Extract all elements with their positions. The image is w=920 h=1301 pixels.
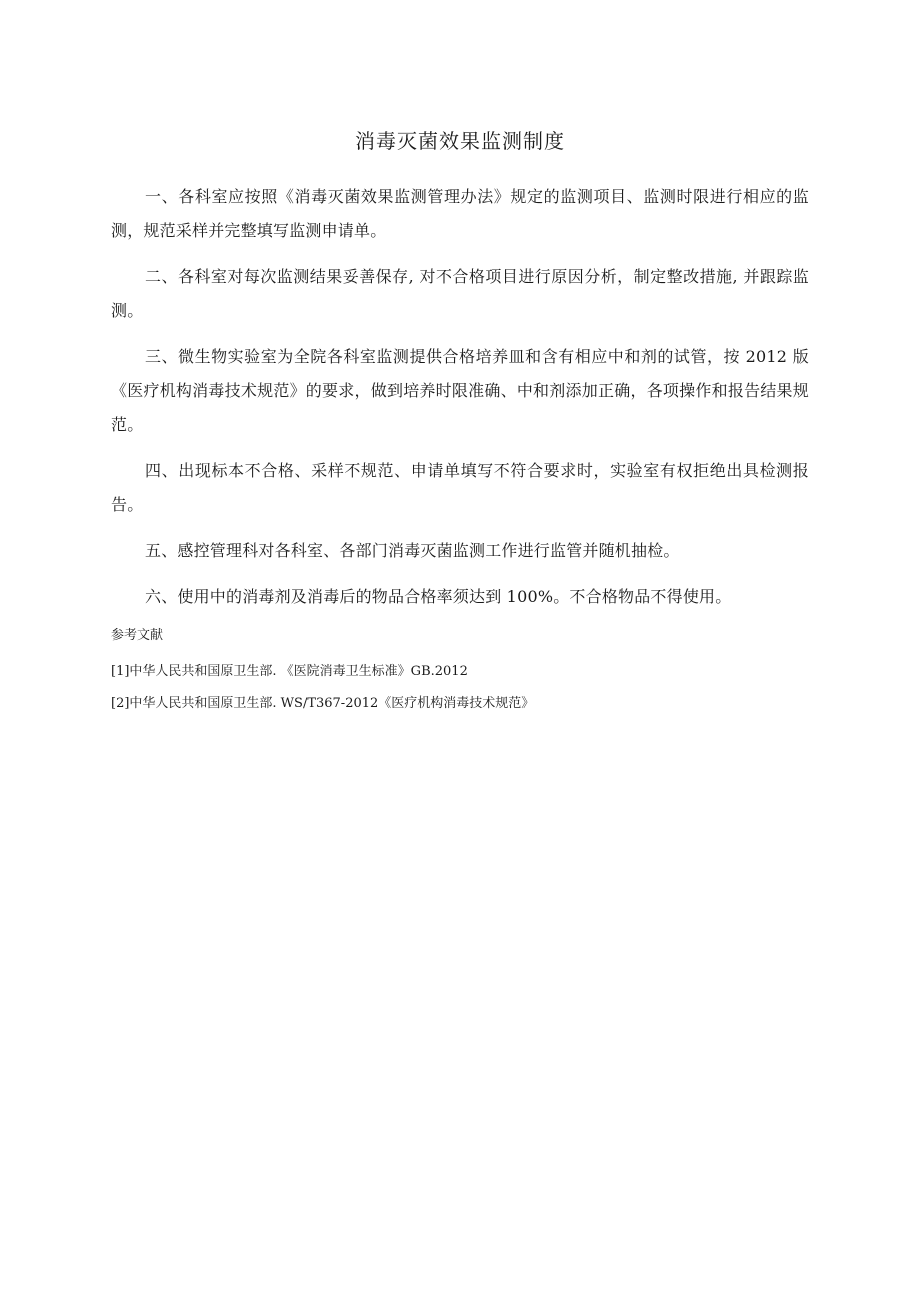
paragraph-5: 五、感控管理科对各科室、各部门消毒灭菌监测工作进行监管并随机抽检。 <box>145 541 680 560</box>
document-title: 消毒灭菌效果监测制度 <box>355 129 565 153</box>
references-section <box>111 626 809 726</box>
paragraph-6: 六、使用中的消毒剂及消毒后的物品合格率须达到 100%。不合格物品不得使用。 <box>145 587 732 606</box>
paragraph-4: 四、出现标本不合格、采样不规范、申请单填写不符合要求时，实验室有权拒绝出具检测报告。 <box>111 461 809 514</box>
paragraph-2: 二、各科室对每次监测结果妥善保存, 对不合格项目进行原因分析，制定整改措施, 并跟踪监测。 <box>111 267 809 320</box>
paragraph-1: 一、各科室应按照《消毒灭菌效果监测管理办法》规定的监测项目、监测时限进行相应的监测，规范采样并完整填写监测申请单。 <box>111 187 809 240</box>
paragraph-3: 三、微生物实验室为全院各科室监测提供合格培养皿和含有相应中和剂的试管，按 2012 版《医疗机构消毒技术规范》的要求，做到培养时限准确、中和剂添加正确，各项操作和报告结果规范。 <box>111 347 809 434</box>
reference-item-1: [1]中华人民共和国原卫生部. 《医院消毒卫生标准》GB.2012 <box>111 664 468 679</box>
reference-item-2: [2]中华人民共和国原卫生部. WS/T367-2012《医疗机构消毒技术规范》 <box>111 696 535 711</box>
references-heading: 参考文献 <box>111 628 164 643</box>
document-body <box>111 180 809 626</box>
